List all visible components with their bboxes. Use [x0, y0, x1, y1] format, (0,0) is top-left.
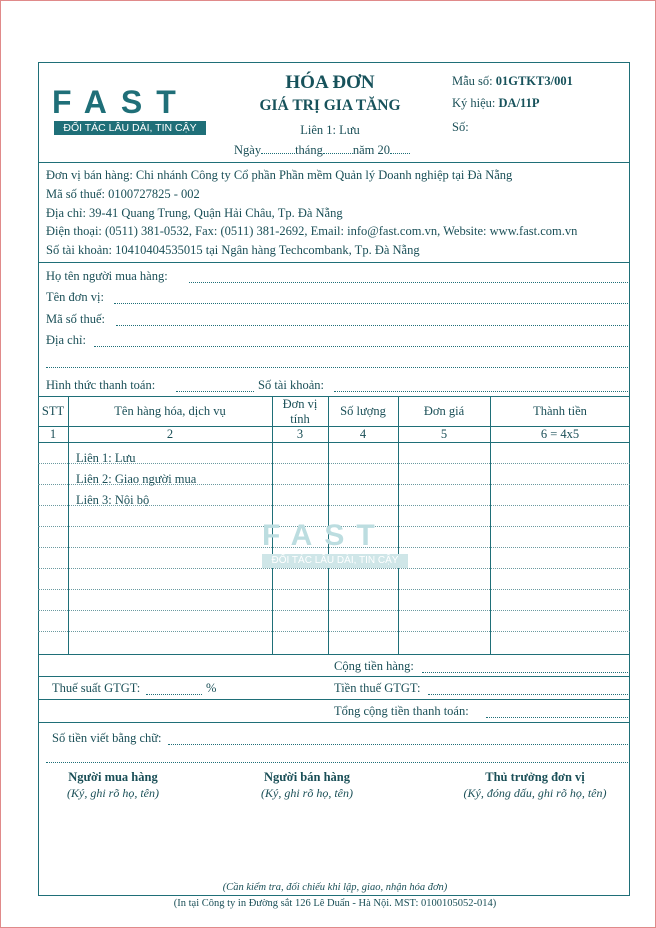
seller-tax: Mã số thuế: 0100727825 - 002 — [46, 187, 200, 201]
seller-contact: Điện thoại: (0511) 381-0532, Fax: (0511) 381-2692, Email: info@fast.com.vn, Website: www.fast.com.vn — [46, 224, 578, 238]
vat-rate-label: Thuế suất GTGT: — [52, 681, 141, 695]
seller-signature-title: Người bán hàng — [264, 770, 350, 784]
header-unit: Đơn vị — [282, 397, 318, 411]
vat-percent: % — [206, 681, 217, 695]
invoice-symbol: Ký hiệu: DA/11P — [452, 96, 540, 110]
fill-line — [168, 744, 628, 745]
divider — [38, 699, 630, 700]
fill-line — [189, 282, 628, 283]
fill-line — [94, 346, 628, 347]
divider — [38, 676, 630, 677]
vat-amount-label: Tiền thuế GTGT: — [334, 681, 421, 695]
invoice-date: Ngày tháng năm 20 — [234, 143, 410, 158]
fill-line — [428, 694, 628, 695]
fill-line — [46, 762, 628, 763]
col-number: 5 — [440, 427, 448, 441]
col-number: 1 — [49, 427, 57, 441]
seller-address: Địa chỉ: 39-41 Quang Trung, Quận Hải Châu, Tp. Đà Nẵng — [46, 206, 343, 220]
table-top — [38, 396, 630, 397]
payment-method: Hình thức thanh toán: — [46, 378, 156, 392]
buyer-name: Họ tên người mua hàng: — [46, 269, 168, 283]
fill-line — [334, 391, 628, 392]
head-signature-note: (Ký, đóng dấu, ghi rõ họ, tên) — [463, 786, 607, 800]
fill-line — [422, 672, 628, 673]
fill-line — [146, 694, 202, 695]
header-product: Tên hàng hóa, dịch vụ — [114, 404, 226, 418]
divider — [38, 162, 630, 163]
divider — [38, 722, 630, 723]
col-number: 3 — [296, 427, 304, 441]
grand-total-label: Tổng cộng tiền thanh toán: — [334, 704, 469, 718]
logo-tagline: ĐỐI TÁC LÂU DÀI, TIN CẬY — [54, 121, 206, 135]
invoice-copy: Liên 1: Lưu — [300, 123, 360, 137]
fill-line — [176, 391, 254, 392]
fill-line — [486, 717, 628, 718]
seller-signature-note: (Ký, ghi rõ họ, tên) — [261, 786, 353, 800]
footer-note: (Cần kiểm tra, đối chiếu khi lập, giao, nhận hóa đơn) — [222, 882, 448, 893]
divider — [38, 262, 630, 263]
buyer-address: Địa chỉ: — [46, 333, 86, 347]
subtotal-label: Cộng tiền hàng: — [334, 659, 414, 673]
col-number: 6 = 4x5 — [540, 427, 580, 441]
fill-line — [46, 367, 628, 368]
row-line — [38, 610, 630, 611]
invoice-title: HÓA ĐƠN — [285, 72, 375, 93]
header-amount: Thành tiền — [533, 404, 587, 418]
amount-in-words: Số tiền viết bằng chữ: — [52, 731, 162, 745]
header-quantity: Số lượng — [340, 404, 386, 418]
col-number: 2 — [166, 427, 174, 441]
invoice-number: Số: — [452, 120, 469, 134]
invoice-subtitle: GIÁ TRỊ GIA TĂNG — [259, 97, 401, 114]
table-bottom — [38, 654, 630, 655]
buyer-signature-note: (Ký, ghi rõ họ, tên) — [67, 786, 159, 800]
fill-line — [116, 325, 628, 326]
list-item: Liên 1: Lưu — [76, 451, 136, 465]
table-number-line — [38, 442, 630, 443]
header-price: Đơn giá — [423, 404, 465, 418]
row-line — [38, 631, 630, 632]
seller-name: Đơn vị bán hàng: Chi nhánh Công ty Cổ phần Phần mềm Quản lý Doanh nghiệp tại Đà Nẵng — [46, 168, 513, 182]
buyer-tax: Mã số thuế: — [46, 312, 106, 326]
seller-account: Số tài khoản: 10410404535015 tại Ngân hàng Techcombank, Tp. Đà Nẵng — [46, 243, 420, 257]
list-item: Liên 3: Nội bộ — [76, 493, 150, 507]
fast-logo: FAST — [52, 84, 190, 120]
fill-line — [114, 303, 628, 304]
row-line — [38, 568, 630, 569]
head-signature-title: Thủ trưởng đơn vị — [485, 770, 585, 784]
row-line — [38, 589, 630, 590]
col-number: 4 — [359, 427, 367, 441]
list-item: Liên 2: Giao người mua — [76, 472, 197, 486]
form-number: Mẫu số: 01GTKT3/001 — [452, 74, 573, 88]
header-stt: STT — [41, 404, 65, 418]
buyer-account: Số tài khoản: — [258, 378, 324, 392]
buyer-unit: Tên đơn vị: — [46, 290, 104, 304]
header-unit-2: tính — [290, 412, 310, 426]
watermark-logo: FAST — [262, 519, 387, 552]
watermark-tagline: ĐỐI TÁC LÂU DÀI, TIN CẬY — [262, 554, 408, 568]
buyer-signature-title: Người mua hàng — [68, 770, 158, 784]
printer-info: (In tại Công ty in Đường sắt 126 Lê Duẩn - Hà Nội. MST: 0100105052-014) — [173, 898, 497, 909]
